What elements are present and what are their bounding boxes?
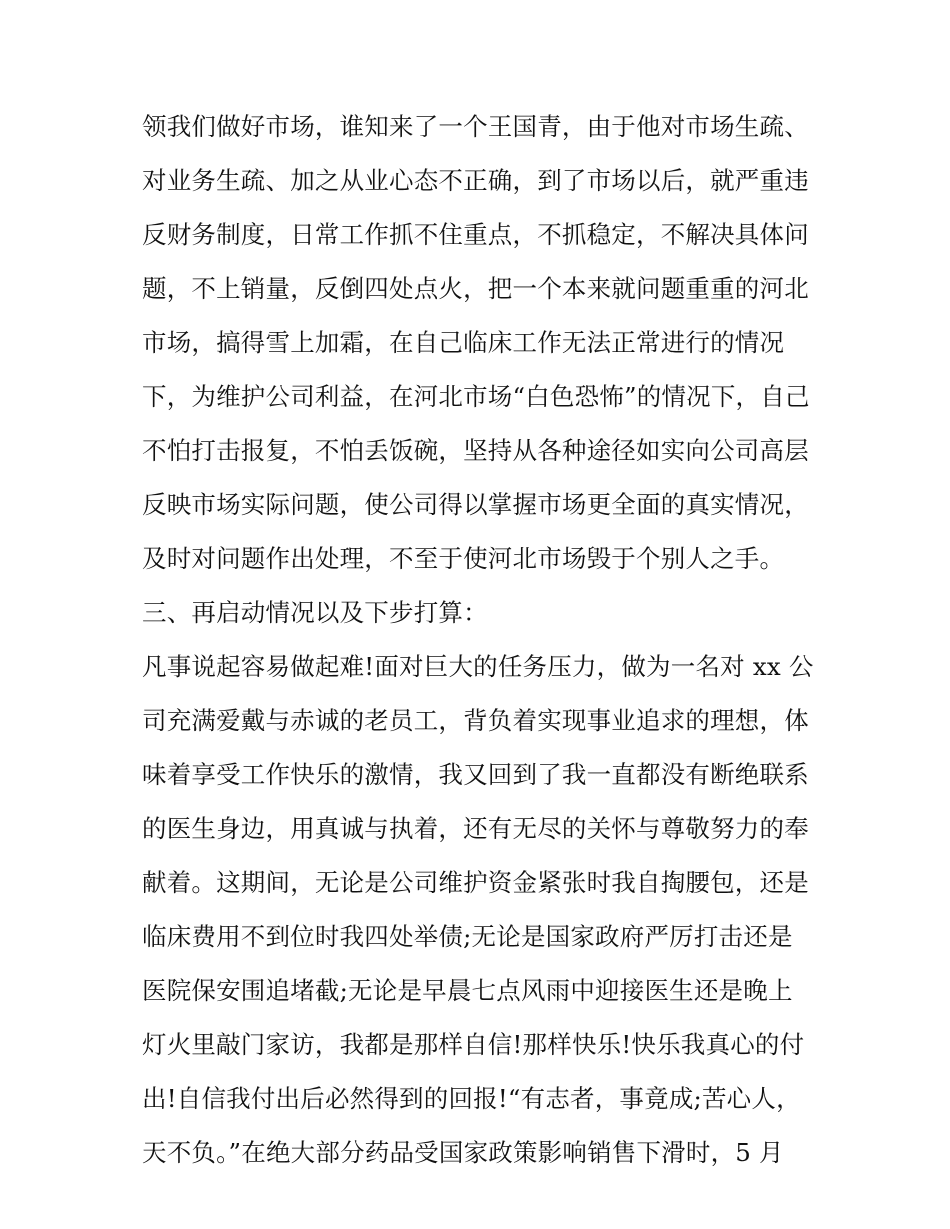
text-line: 领我们做好市场，谁知来了一个王国青，由于他对市场生疏、 xyxy=(142,112,809,141)
text-line: 医院保安围追堵截;无论是早晨七点风雨中迎接医生还是晚上 xyxy=(142,976,793,1005)
text-line: 反财务制度，日常工作抓不住重点，不抓稳定，不解决具体问 xyxy=(142,220,809,249)
text-line: 及时对问题作出处理，不至于使河北市场毁于个别人之手。 xyxy=(142,544,785,573)
text-line: 市场，搞得雪上加霜，在自己临床工作无法正常进行的情况 xyxy=(142,328,785,357)
text-line: 对业务生疏、加之从业心态不正确，到了市场以后，就严重违 xyxy=(142,166,809,195)
text-line: 反映市场实际问题，使公司得以掌握市场更全面的真实情况， xyxy=(142,490,809,519)
text-line: 灯火里敲门家访，我都是那样自信!那样快乐!快乐我真心的付 xyxy=(142,1030,805,1059)
text-line: 凡事说起容易做起难!面对巨大的任务压力，做为一名对 xx 公 xyxy=(142,652,814,681)
text-line: 下，为维护公司利益，在河北市场“白色恐怖”的情况下，自己 xyxy=(142,382,810,411)
section-heading: 三、再启动情况以及下步打算： xyxy=(142,598,488,627)
text-line: 的医生身边，用真诚与执着，还有无尽的关怀与尊敬努力的奉 xyxy=(142,814,809,843)
text-line: 献着。这期间，无论是公司维护资金紧张时我自掏腰包，还是 xyxy=(142,868,809,897)
text-line: 出!自信我付出后必然得到的回报!“有志者，事竟成;苦心人， xyxy=(142,1084,801,1113)
text-line: 味着享受工作快乐的激情，我又回到了我一直都没有断绝联系 xyxy=(142,760,809,789)
text-line: 不怕打击报复，不怕丢饭碗，坚持从各种途径如实向公司高层 xyxy=(142,436,809,465)
text-line: 题，不上销量，反倒四处点火，把一个本来就问题重重的河北 xyxy=(142,274,809,303)
text-line: 天不负。”在绝大部分药品受国家政策影响销售下滑时，5 月 xyxy=(142,1138,784,1167)
text-line: 临床费用不到位时我四处举债;无论是国家政府严厉打击还是 xyxy=(142,922,793,951)
document-body xyxy=(142,100,814,1180)
text-line: 司充满爱戴与赤诚的老员工，背负着实现事业追求的理想，体 xyxy=(142,706,809,735)
